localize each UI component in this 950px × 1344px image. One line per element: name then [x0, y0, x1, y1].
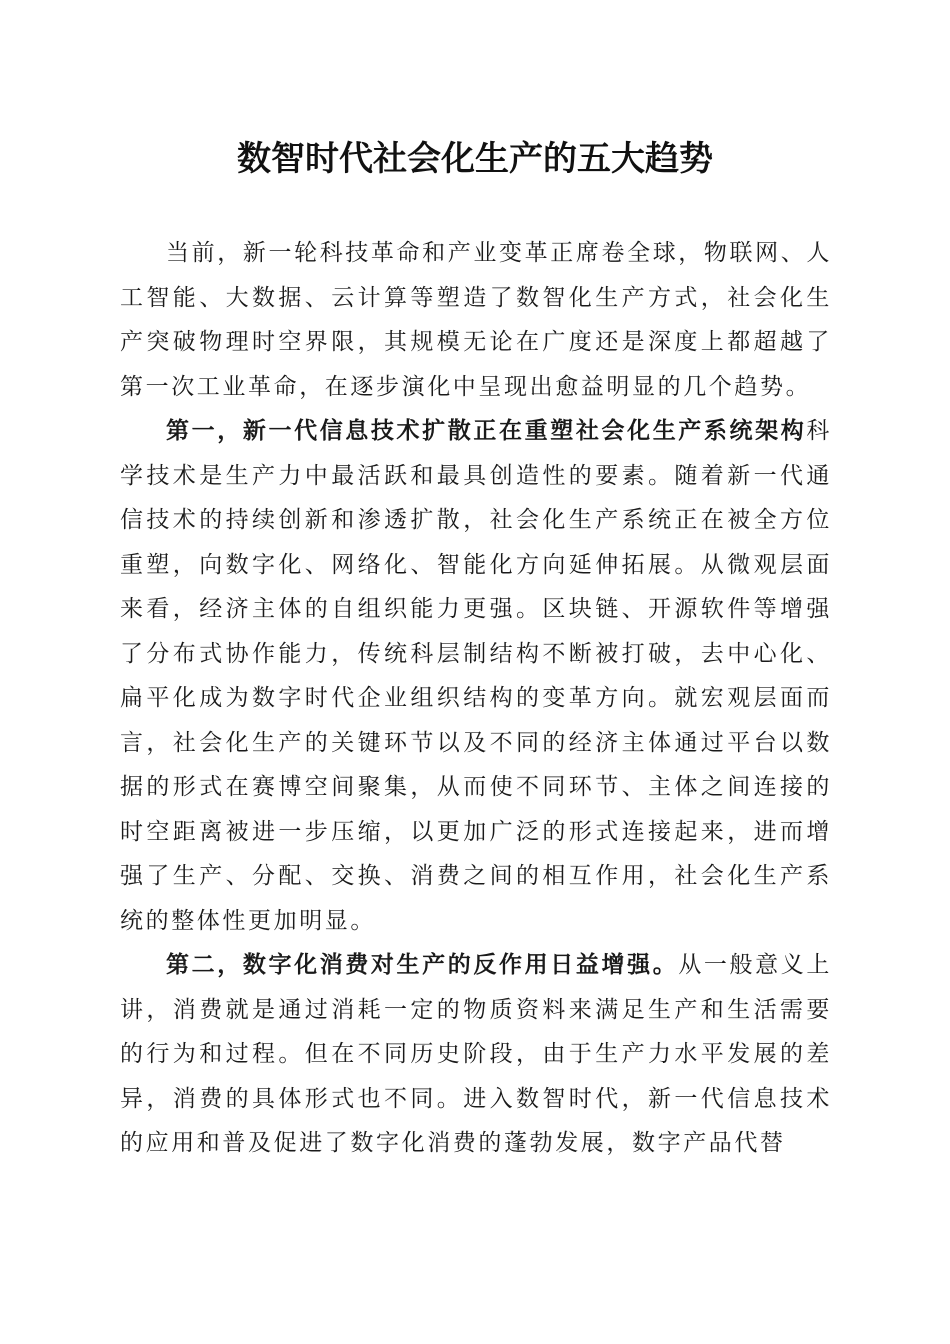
paragraph-intro — [120, 231, 832, 409]
paragraph-text: 从一般意义上讲，消费就是通过消耗一定的物质资料来满足生产和生活需要的行为和过程。但在不同历史阶段，由于生产力水平发展的差异，消费的具体形式也不同。进入数智时代，新一代信息技术的应用和普及促进了数字化消费的蓬勃发展，数字产品代替 — [120, 952, 832, 1156]
paragraph-heading: 第一，新一代信息技术扩散正在重塑社会化生产系统架构 — [166, 417, 807, 444]
paragraph-trend-one — [120, 409, 832, 943]
paragraph-heading: 第二，数字化消费对生产的反作用日益增强。 — [166, 951, 679, 978]
paragraph-trend-two — [120, 943, 832, 1166]
paragraph-text: 科学技术是生产力中最活跃和最具创造性的要素。随着新一代通信技术的持续创新和渗透扩散，社会化生产系统正在被全方位重塑，向数字化、网络化、智能化方向延伸拓展。从微观层面来看，经济主体的自组织能力更强。区块链、开源软件等增强了分布式协作能力，传统科层制结构不断被打破，去中心化、扁平化成为数字时代企业组织结构的变革方向。就宏观层面而言，社会化生产的关键环节以及不同的经济主体通过平台以数据的形式在赛博空间聚集，从而使不同环节、主体之间连接的时空距离被进一步压缩，以更加广泛的形式连接起来，进而增强了生产、分配、交换、消费之间的相互作用，社会化生产系统的整体性更加明显。 — [120, 418, 832, 934]
paragraph-text: 当前，新一轮科技革命和产业变革正席卷全球，物联网、人工智能、大数据、云计算等塑造了数智化生产方式，社会化生产突破物理时空界限，其规模无论在广度还是深度上都超越了第一次工业革命，在逐步演化中呈现出愈益明显的几个趋势。 — [120, 240, 832, 400]
document-title: 数智时代社会化生产的五大趋势 — [237, 139, 713, 179]
document-body — [120, 231, 832, 1166]
